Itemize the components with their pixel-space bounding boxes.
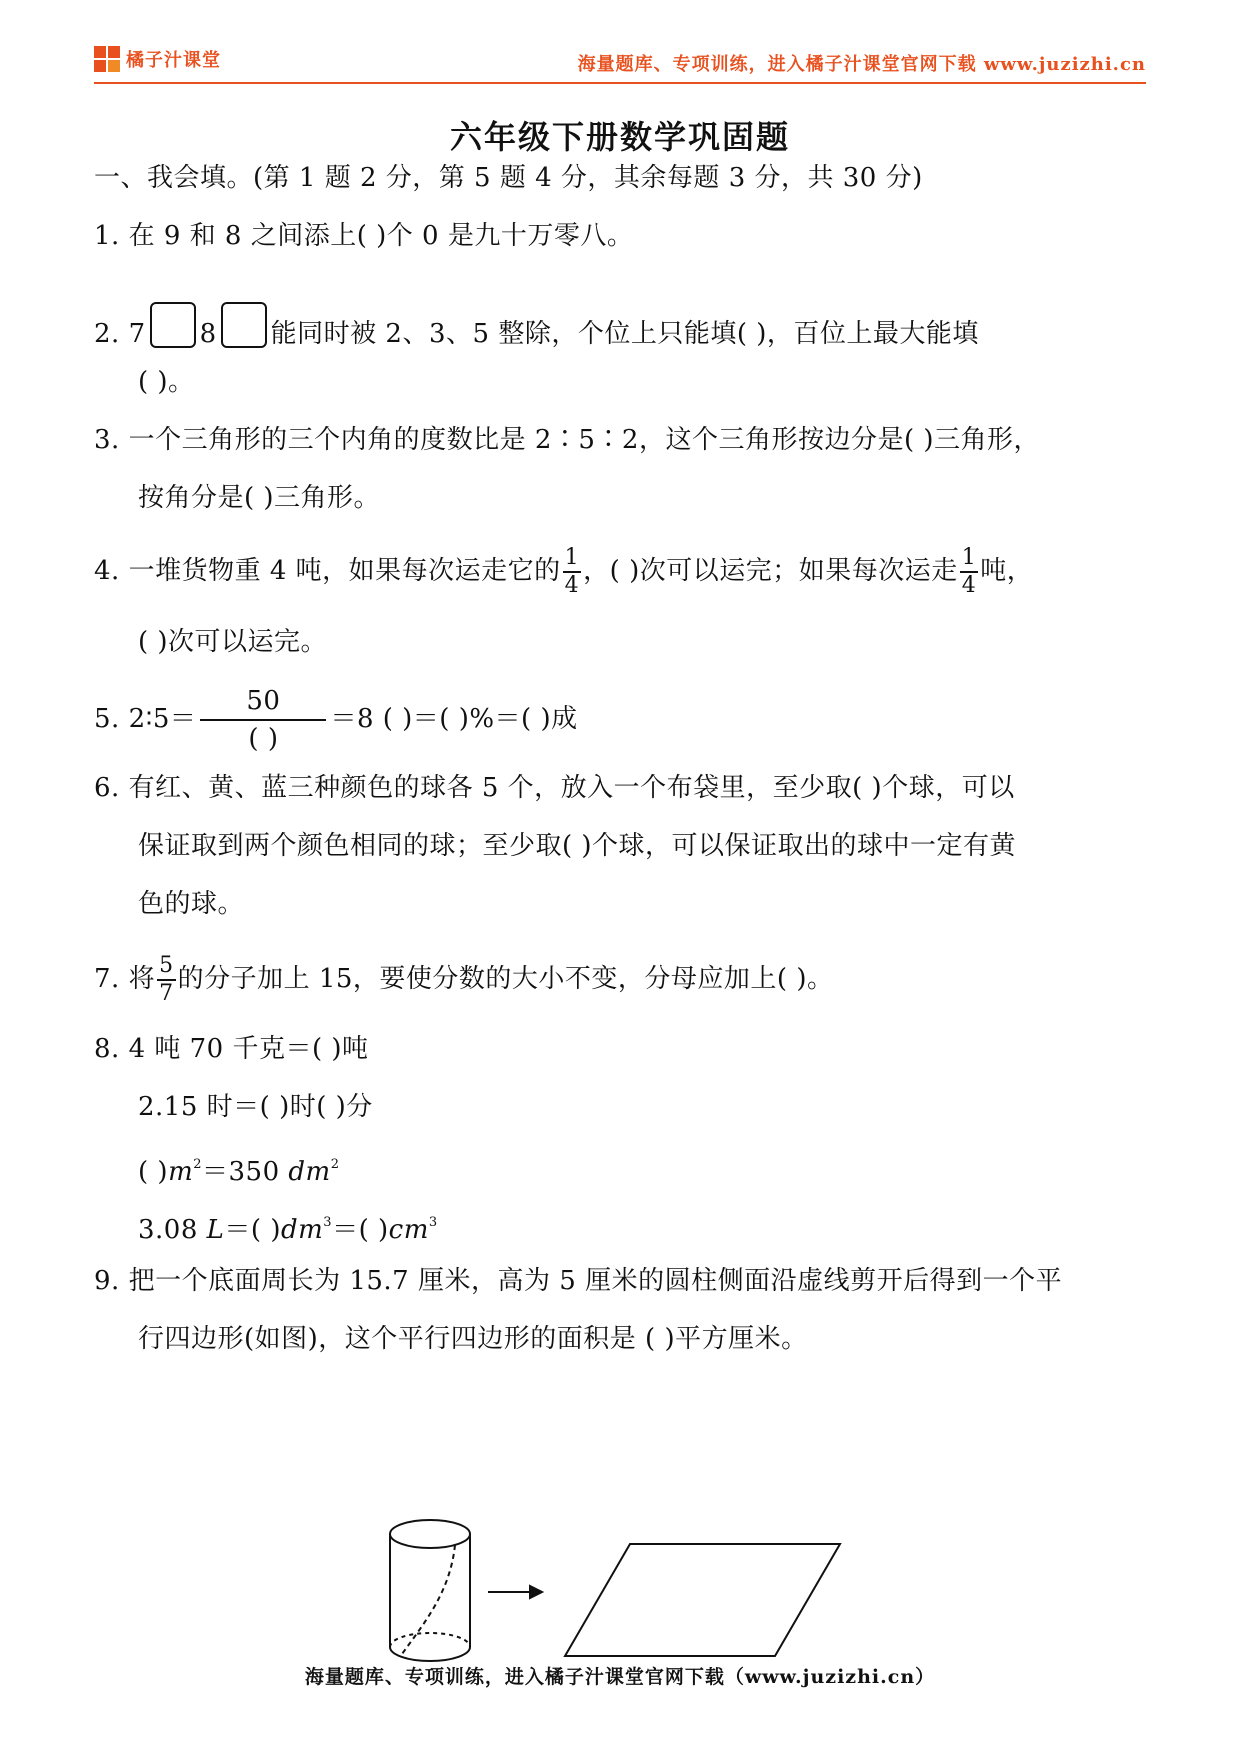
unit-label: dm [288, 1157, 331, 1187]
question-5 [94, 683, 578, 757]
page-title: 六年级下册数学巩固题 [449, 118, 790, 156]
page-footer[interactable]: 海量题库、专项训练，进入橘子汁课堂官网下载（www.juzizhi.cn） [304, 1666, 936, 1688]
q8-value: 3.08 [138, 1215, 207, 1245]
unit-label: dm [280, 1215, 324, 1245]
question-4-continued: ( )次可以运完。 [138, 627, 328, 657]
fraction-numerator: 5 [157, 953, 176, 981]
question-6: 6. 有红、黄、蓝三种颜色的球各 5 个，放入一个布袋里，至少取( )个球，可以 [94, 773, 1015, 803]
q5-suffix: ＝8 ( )＝( )%＝( )成 [330, 704, 578, 734]
question-3-continued: 按角分是( )三角形。 [138, 483, 381, 513]
question-2 [94, 302, 979, 354]
q8-equation: ＝350 [202, 1157, 289, 1187]
fraction-numerator: 1 [960, 545, 979, 573]
question-8-line-4 [138, 1203, 438, 1250]
question-6-continued-2: 色的球。 [138, 889, 245, 919]
q4-text-b: ，( )次可以运完；如果每次运走 [583, 556, 958, 586]
fraction-numerator: 1 [563, 545, 582, 573]
fraction [563, 545, 582, 599]
q7-prefix: 7. 将 [94, 964, 156, 994]
digit-box[interactable] [221, 302, 267, 348]
unit-label: cm [388, 1215, 429, 1245]
fraction [157, 953, 176, 1007]
header-slogan[interactable]: 海量题库、专项训练，进入橘子汁课堂官网下载 www.juzizhi.cn [577, 54, 1146, 75]
unit-exponent: 2 [193, 1157, 202, 1172]
answer-blank: ＝( ) [224, 1215, 281, 1245]
question-3: 3. 一个三角形的三个内角的度数比是 2∶5∶2，这个三角形按边分是( )三角形， [94, 425, 1041, 455]
unit-exponent: 3 [323, 1215, 333, 1230]
logo-text: 橘子汁课堂 [126, 50, 221, 71]
q2-text: 能同时被 2、3、5 整除，个位上只能填( )，百位上最大能填 [270, 319, 979, 349]
fraction-denominator: 4 [961, 573, 977, 598]
arrow-icon [488, 1586, 542, 1598]
q4-text-a: 4. 一堆货物重 4 吨，如果每次运走它的 [94, 556, 561, 586]
unit-exponent: 2 [330, 1157, 340, 1172]
question-1: 1. 在 9 和 8 之间添上( )个 0 是九十万零八。 [94, 221, 634, 251]
question-2-continued: ( )。 [138, 367, 195, 397]
question-6-continued: 保证取到两个颜色相同的球；至少取( )个球，可以保证取出的球中一定有黄 [138, 831, 1017, 861]
q4-text-c: 吨， [980, 556, 1034, 586]
section-heading: 一、我会填。(第 1 题 2 分，第 5 题 4 分，其余每题 3 分，共 30 分) [94, 163, 923, 193]
fraction-denominator: 4 [564, 573, 580, 598]
unit-label: L [206, 1215, 225, 1245]
q5-prefix: 5. 2∶5＝ [94, 704, 197, 734]
fraction-numerator: 50 [200, 683, 326, 721]
question-9: 9. 把一个底面周长为 15.7 厘米，高为 5 厘米的圆柱侧面沿虚线剪开后得到一个平 [94, 1266, 1063, 1296]
question-8-line-2: 2.15 时＝( )时( )分 [138, 1092, 373, 1122]
question-8: 8. 4 吨 70 千克＝( )吨 [94, 1034, 369, 1064]
question-7 [94, 953, 833, 1007]
digit-box[interactable] [150, 302, 196, 348]
unit-label: m [168, 1157, 194, 1187]
fraction [960, 545, 979, 599]
answer-blank: ( ) [138, 1157, 169, 1187]
unit-exponent: 3 [428, 1215, 438, 1230]
question-8-line-3 [138, 1145, 340, 1192]
cylinder-icon [390, 1520, 470, 1661]
question-9-continued: 行四边形(如图)，这个平行四边形的面积是 ( )平方厘米。 [138, 1324, 808, 1354]
q2-number: 2. 7 [94, 319, 146, 349]
cylinder-unfold-figure [380, 1512, 850, 1682]
fraction [200, 683, 326, 757]
q2-middle-digit: 8 [199, 319, 217, 349]
parallelogram-shape [565, 1544, 840, 1656]
question-4 [94, 545, 1033, 599]
logo-icon [94, 46, 120, 72]
answer-blank: ＝( ) [332, 1215, 389, 1245]
page-header [94, 38, 1146, 82]
header-divider [94, 82, 1146, 84]
q7-suffix: 的分子加上 15，要使分数的大小不变，分母应加上( )。 [177, 964, 834, 994]
brand-logo[interactable] [94, 46, 221, 72]
fraction-denominator: 7 [159, 981, 174, 1006]
fraction-denominator: ( ) [248, 724, 279, 754]
